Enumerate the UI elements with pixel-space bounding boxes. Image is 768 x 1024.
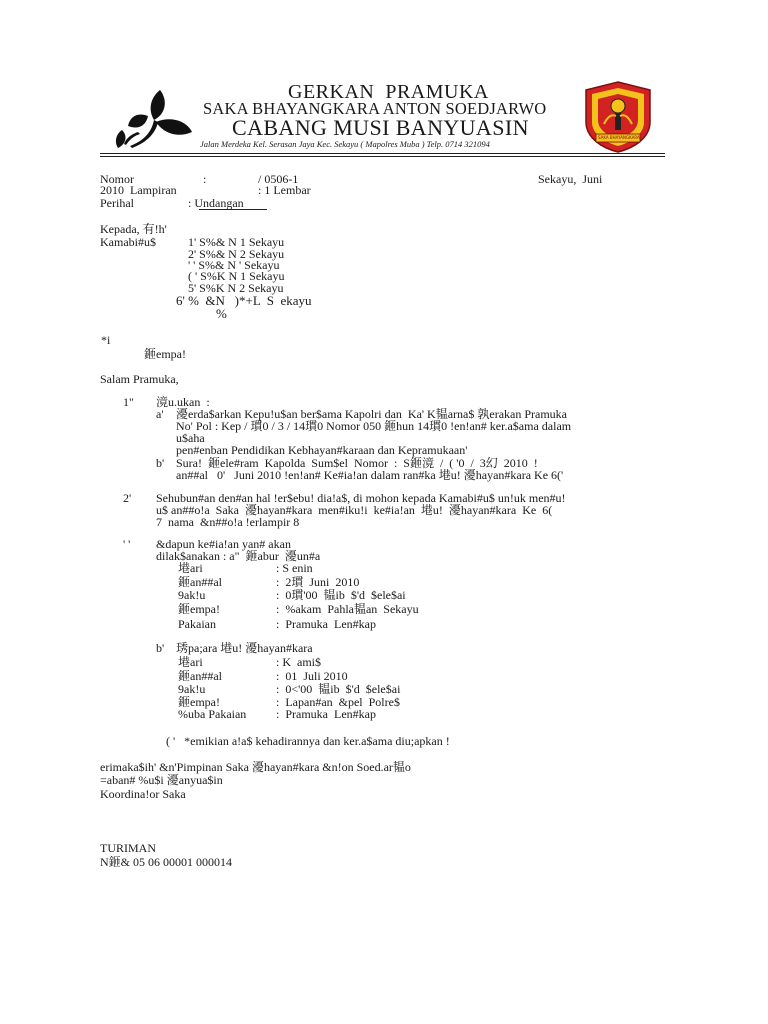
di-place: 鉔empa!: [144, 347, 186, 361]
tunas-kelapa-logo: [108, 86, 198, 152]
section-line: dilak$anakan : a" 鉔abur 瀀un#a: [156, 549, 321, 563]
kepada-line: Kepada, 有!h': [100, 222, 167, 236]
item-a-line: pen#enban Pendidikan Kebhayan#karaan dan Kepramukaan': [176, 443, 468, 457]
schedule-a-label: 鉔empa!: [178, 602, 220, 616]
saka-bhayangkara-emblem: [582, 80, 654, 154]
schedule-b-label: %uba Pakaian: [178, 707, 247, 721]
perihal-underline: [199, 209, 267, 210]
signatory-name: TURIMAN: [100, 841, 156, 855]
lampiran-value: : 1 Lembar: [258, 183, 311, 197]
recipient-item: ( ' S%K N 1 Sekayu: [188, 269, 285, 283]
signatory-nip: N鉔& 05 06 00001 000014: [100, 855, 233, 869]
nomor-value: / 0506-1: [258, 172, 299, 186]
recipient-item: 6' % &N )*+L S ekayu: [176, 293, 312, 308]
schedule-b-label: 鉔empa!: [178, 695, 220, 709]
schedule-b-value: : Lapan#an &pel Polre$: [276, 695, 400, 709]
schedule-a-value: : Pramuka Len#kap: [276, 617, 376, 631]
recipient-item: 1' S%& N 1 Sekayu: [188, 235, 285, 249]
section-number: 2': [123, 491, 132, 505]
closing-line: Koordina!or Saka: [100, 787, 186, 801]
letterhead-address: Jalan Merdeka Kel. Serasan Jaya Kec. Sekayu ( Mapolres Muba ) Telp. 0714 321094: [200, 139, 490, 149]
section-number: ' ': [123, 537, 131, 551]
kamabi-line: Kamabi#u$: [100, 235, 156, 249]
section-4: ( ' *emikian a!a$ kehadirannya dan ker.a$ama diu;apkan !: [166, 734, 450, 748]
schedule-a-label: 鉔an##al: [178, 575, 222, 589]
di-label: *i: [101, 333, 111, 347]
item-b-line: Sura! 鉔ele#ram Kapolda Sum$el Nomor : S鉔滰 / ( '0 / 3幻 2010 !: [176, 456, 538, 470]
section-heading: 滰u.ukan :: [156, 395, 210, 409]
emblem-caption: SAKA BHAYANGKARA: [598, 135, 640, 140]
schedule-b-label: 塂ari: [178, 655, 203, 669]
section-line: Sehubun#an den#an hal !er$ebu! dia!a$, di mohon kepada Kamabi#u$ un!uk men#u!: [156, 491, 566, 505]
closing-line: =aban# %u$i 瀀anyua$in: [100, 773, 223, 787]
recipient-item: 5' S%K N 2 Sekayu: [188, 281, 284, 295]
perihal-label: Perihal: [100, 196, 134, 210]
recipient-item: ' ' S%& N ' Sekayu: [188, 258, 280, 272]
item-a-label: a': [156, 407, 164, 421]
schedule-a-value: : S enin: [276, 561, 313, 575]
item-b-line: an##al 0' Juni 2010 !en!an# Ke#ia!an dalam ran#ka 塂u! 瀀hayan#kara Ke 6(': [176, 468, 564, 482]
lampiran-line: 2010 Lampiran: [100, 183, 177, 197]
section-line: 7 nama &n##o!a !erlampir 8: [156, 515, 300, 529]
section-line: &dapun ke#ia!an yan# akan: [156, 537, 291, 551]
schedule-b-label: 9ak!u: [178, 682, 206, 696]
place-date: Sekayu, Juni: [538, 172, 603, 186]
letterhead-line3: CABANG MUSI BANYUASIN: [232, 115, 529, 140]
section-number: 1": [123, 395, 134, 409]
perihal-value: : Undangan: [188, 196, 244, 210]
schedule-b-value: : K ami$: [276, 655, 321, 669]
item-b-label: b': [156, 456, 165, 470]
schedule-a-label: 塂ari: [178, 561, 203, 575]
schedule-b-label: 鉔an##al: [178, 669, 222, 683]
schedule-a-value: : 2瑻 Juni 2010: [276, 575, 360, 589]
schedule-b-value: : 01 Juli 2010: [276, 669, 348, 683]
schedule-b-value: : Pramuka Len#kap: [276, 707, 376, 721]
salam: Salam Pramuka,: [100, 372, 179, 386]
schedule-a-label: Pakaian: [178, 617, 216, 631]
schedule-a-value: : %akam Pahla韫an Sekayu: [276, 602, 419, 616]
recipient-item-cont: %: [216, 306, 227, 321]
schedule-b-heading: 琇pa;ara 塂u! 瀀hayan#kara: [176, 641, 313, 655]
item-b-label: b': [156, 641, 165, 655]
item-a-line: u$aha: [176, 431, 205, 445]
item-a-line: 瀀erda$arkan Kepu!u$an ber$ama Kapolri dan Ka' K韫arna$ 孰erakan Pramuka: [176, 407, 568, 421]
schedule-a-value: : 0瑻'00 韫ib $'d $ele$ai: [276, 588, 406, 602]
nomor-label: Nomor: [100, 172, 134, 186]
section-line: u$ an##o!a Saka 瀀hayan#kara men#iku!i ke#ia!an 塂u! 瀀hayan#kara Ke 6(: [156, 503, 553, 517]
recipient-item: 2' S%& N 2 Sekayu: [188, 247, 285, 261]
schedule-a-label: 9ak!u: [178, 588, 206, 602]
schedule-b-value: : 0<'00 韫ib $'d $ele$ai: [276, 682, 401, 696]
item-a-line: No' Pol : Kep / 瑻0 / 3 / 14瑻0 Nomor 050 鉔hun 14瑻0 !en!an# ker.a$ama dalam: [176, 419, 572, 433]
closing-line: erimaka$ih' &n'Pimpinan Saka 瀀hayan#kara &n!on Soed.ar韫o: [100, 760, 411, 774]
nomor-colon: :: [203, 172, 207, 186]
letterhead-divider-top: [100, 153, 665, 154]
letterhead-line1: GERKAN PRAMUKA: [288, 81, 489, 103]
letterhead-divider-bottom: [100, 156, 665, 157]
letterhead-line2: SAKA BHAYANGKARA ANTON SOEDJARWO: [203, 99, 547, 118]
